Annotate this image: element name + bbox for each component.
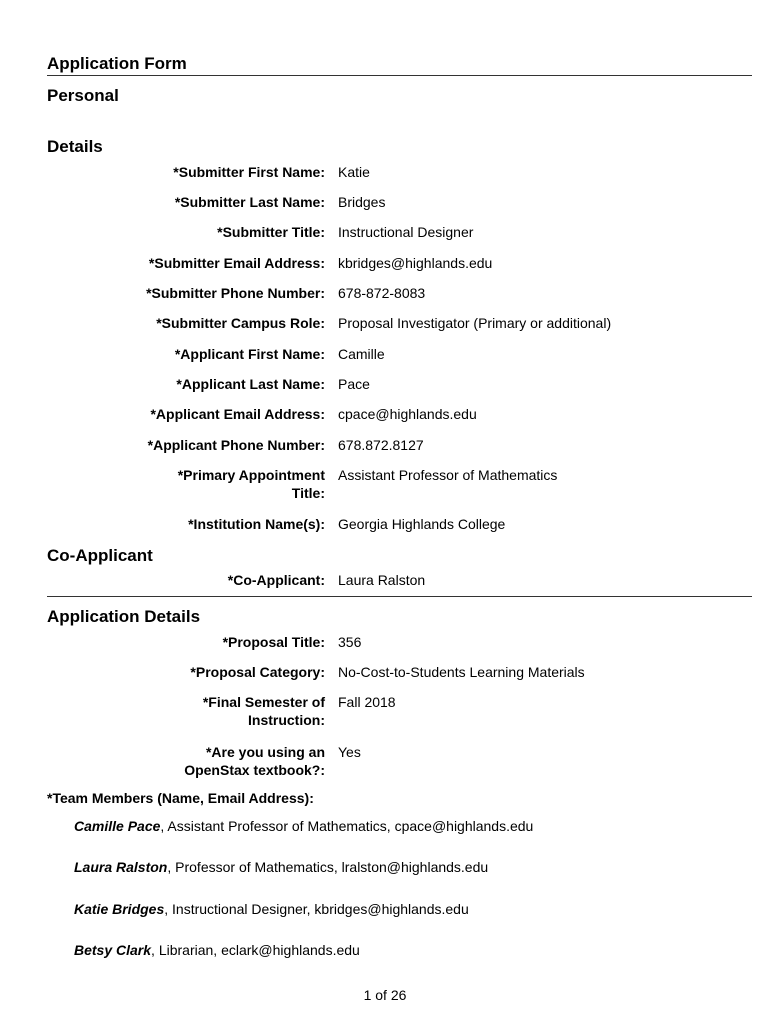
field-label: *Submitter First Name:	[173, 164, 325, 180]
field-label-line: Title:	[291, 485, 325, 501]
team-member-details: , Assistant Professor of Mathematics, cpace@highlands.edu	[160, 818, 534, 834]
field-value: cpace@highlands.edu	[338, 406, 477, 422]
field-value: No-Cost-to-Students Learning Materials	[338, 664, 585, 680]
field-value: Pace	[338, 376, 370, 392]
field-label: *Proposal Category:	[190, 664, 325, 680]
field-value: 678.872.8127	[338, 437, 424, 453]
field-label: *Submitter Title:	[217, 224, 325, 240]
team-members-label: *Team Members (Name, Email Address):	[47, 790, 314, 806]
field-value: Bridges	[338, 194, 386, 210]
field-label: *Submitter Phone Number:	[146, 285, 325, 301]
field-value: 356	[338, 634, 362, 650]
section-co-applicant: Co-Applicant	[47, 546, 153, 565]
team-member-details: , Instructional Designer, kbridges@highlands.edu	[164, 901, 469, 917]
field-label: *Applicant Phone Number:	[147, 437, 325, 453]
team-member-name: Katie Bridges	[74, 901, 165, 917]
field-value: Instructional Designer	[338, 224, 474, 240]
field-label-line: *Are you using an	[205, 744, 325, 760]
page-indicator: 1 of 26	[363, 987, 407, 1003]
team-member-name: Laura Ralston	[74, 859, 168, 875]
field-label: *Applicant First Name:	[174, 346, 325, 362]
field-value: Camille	[338, 346, 385, 362]
team-member	[74, 941, 360, 959]
form-title: Application Form	[47, 54, 752, 76]
team-member-details: , Librarian, eclark@highlands.edu	[151, 942, 360, 958]
field-label-line: *Final Semester of	[202, 694, 325, 710]
section-divider	[47, 596, 752, 597]
section-application-details: Application Details	[47, 607, 201, 626]
team-member-name: Betsy Clark	[74, 942, 152, 958]
field-value: 678-872-8083	[338, 285, 426, 301]
team-member-details: , Professor of Mathematics, lralston@highlands.edu	[167, 859, 489, 875]
field-value: Proposal Investigator (Primary or additional)	[338, 315, 612, 331]
field-label: *Submitter Email Address:	[148, 255, 325, 271]
field-value: Fall 2018	[338, 694, 396, 710]
team-member	[74, 858, 488, 876]
section-personal: Personal	[47, 86, 119, 105]
team-member	[74, 817, 533, 835]
field-label: *Co-Applicant:	[227, 572, 325, 588]
field-value: kbridges@highlands.edu	[338, 255, 493, 271]
team-member-name: Camille Pace	[74, 818, 161, 834]
field-value: Yes	[338, 744, 361, 760]
field-value: Assistant Professor of Mathematics	[338, 467, 558, 483]
field-label: *Submitter Campus Role:	[156, 315, 325, 331]
team-member	[74, 900, 469, 918]
field-label	[85, 466, 325, 502]
field-label	[85, 743, 325, 779]
field-label	[85, 693, 325, 729]
field-value: Laura Ralston	[338, 572, 426, 588]
section-details: Details	[47, 137, 103, 156]
field-label: *Applicant Last Name:	[176, 376, 325, 392]
field-value: Georgia Highlands College	[338, 516, 506, 532]
field-label: *Institution Name(s):	[188, 516, 325, 532]
field-label: *Proposal Title:	[222, 634, 325, 650]
field-value: Katie	[338, 164, 370, 180]
field-label-line: OpenStax textbook?:	[184, 762, 325, 778]
field-label: *Submitter Last Name:	[174, 194, 325, 210]
field-label-line: *Primary Appointment	[177, 467, 325, 483]
field-label-line: Instruction:	[248, 712, 325, 728]
field-label: *Applicant Email Address:	[150, 406, 325, 422]
